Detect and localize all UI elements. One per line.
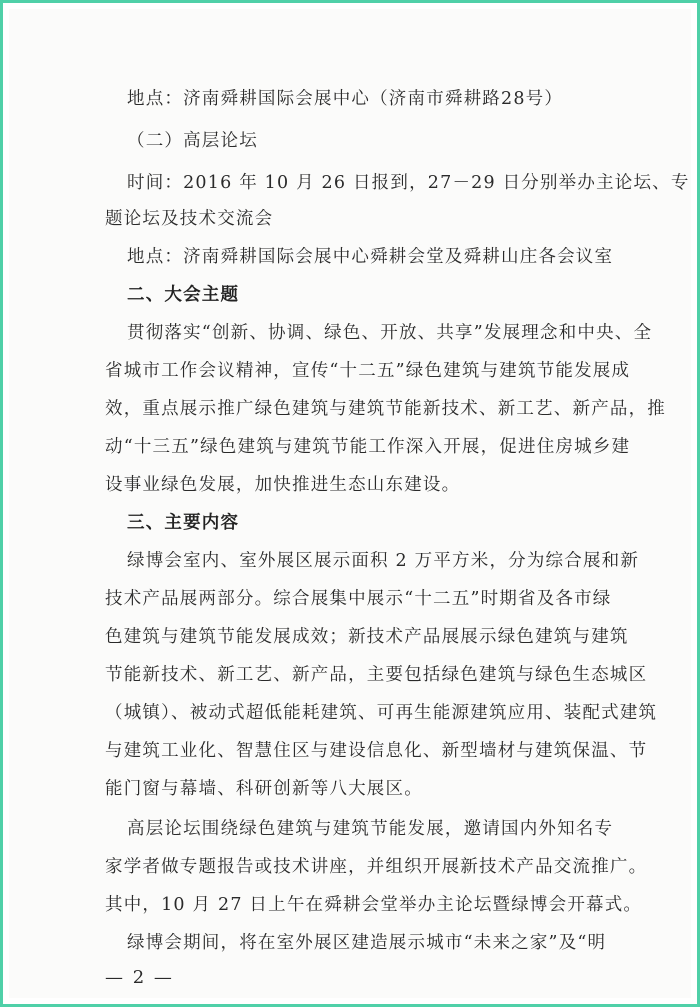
location-line-2: 地点：济南舜耕国际会展中心舜耕会堂及舜耕山庄各会议室: [127, 247, 614, 267]
paragraph-line: （城镇）、被动式超低能耗建筑、可再生能源建筑应用、装配式建筑: [105, 703, 658, 723]
location-line: 地点：济南舜耕国际会展中心（济南市舜耕路28号）: [127, 89, 564, 109]
section-heading-theme: 二、大会主题: [127, 285, 240, 305]
paragraph-line: 其中，10 月 27 日上午在舜耕会堂举办主论坛暨绿博会开幕式。: [105, 895, 643, 915]
time-line-cont: 题论坛及技术交流会: [105, 209, 274, 229]
paragraph-line: 绿博会室内、室外展区展示面积 2 万平方米，分为综合展和新: [127, 551, 640, 571]
paragraph-line: 节能新技术、新工艺、新产品，主要包括绿色建筑与绿色生态城区: [105, 665, 648, 685]
paragraph-line: 省城市工作会议精神，宣传“十二五”绿色建筑与建筑节能发展成: [105, 361, 631, 381]
page-number: — 2 —: [105, 967, 174, 988]
section-heading-content: 三、主要内容: [127, 513, 240, 533]
paragraph-line: 动“十三五”绿色建筑与建筑节能工作深入开展，促进住房城乡建: [105, 437, 631, 457]
paragraph-line: 贯彻落实“创新、协调、绿色、开放、共享”发展理念和中央、全: [127, 323, 653, 343]
time-line: 时间：2016 年 10 月 26 日报到，27－29 日分别举办主论坛、专: [127, 173, 690, 193]
paragraph-line: 效，重点展示推广绿色建筑与建筑节能新技术、新工艺、新产品，推: [105, 399, 666, 419]
paragraph-line: 能门窗与幕墙、科研创新等八大展区。: [105, 779, 423, 799]
paragraph-line: 绿博会期间，将在室外展区建造展示城市“未来之家”及“明: [127, 933, 607, 953]
paragraph-line: 技术产品展两部分。综合展集中展示“十二五”时期省及各市绿: [105, 589, 612, 609]
paragraph-line: 与建筑工业化、智慧住区与建设信息化、新型墙材与建筑保温、节: [105, 741, 648, 761]
paragraph-line: 高层论坛围绕绿色建筑与建筑节能发展，邀请国内外知名专: [127, 819, 614, 839]
paragraph-line: 色建筑与建筑节能发展成效；新技术产品展展示绿色建筑与建筑: [105, 627, 629, 647]
document-page: [9, 9, 691, 998]
paragraph-line: 家学者做专题报告或技术讲座，并组织开展新技术产品交流推广。: [105, 857, 648, 877]
forum-subheading: （二）高层论坛: [127, 131, 258, 151]
paragraph-line: 设事业绿色发展，加快推进生态山东建设。: [105, 475, 461, 495]
